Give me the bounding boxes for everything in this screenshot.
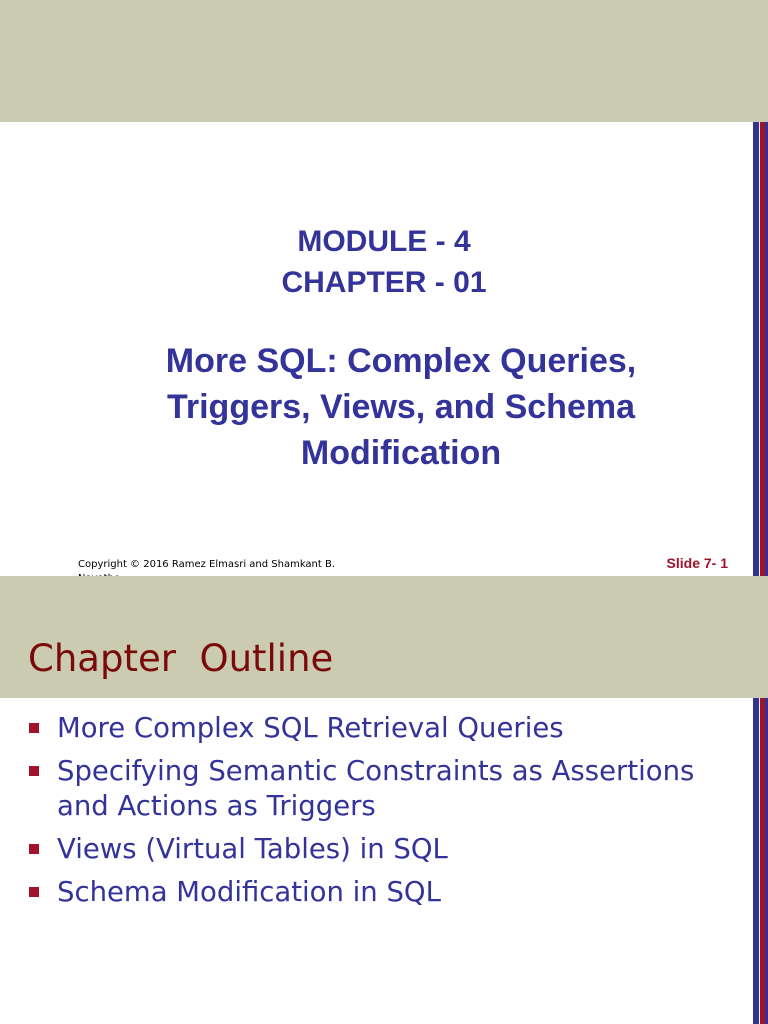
side-stripes (750, 122, 768, 576)
bullet-item (28, 754, 728, 824)
side-stripes (750, 698, 768, 1024)
chapter-title: CHAPTER - 01 (281, 266, 487, 299)
square-bullet-icon (29, 887, 39, 897)
bullet-text: Views (Virtual Tables) in SQL (57, 833, 448, 865)
outline-title: Chapter Outline (28, 637, 334, 680)
slide-number: Slide 7- 1 (666, 555, 728, 571)
slide-subtitle: More SQL: Complex Queries, Triggers, Views, and Schema Modification (165, 342, 637, 472)
header-band (0, 0, 768, 122)
bullet-item (28, 711, 728, 746)
square-bullet-icon (29, 766, 39, 776)
bullet-text: Specifying Semantic Constraints as Assertions and Actions as Triggers (57, 755, 695, 822)
bullet-text: More Complex SQL Retrieval Queries (57, 712, 564, 744)
outline-slide (0, 576, 768, 1024)
square-bullet-icon (29, 723, 39, 733)
outline-bullet-list (28, 711, 728, 918)
module-title: MODULE - 4 (297, 225, 471, 258)
bullet-item (28, 832, 728, 867)
copyright-notice: Copyright © 2016 Ramez Elmasri and Shamkant B. (78, 559, 336, 570)
bullet-text: Schema Modification in SQL (57, 876, 441, 908)
square-bullet-icon (29, 844, 39, 854)
bullet-item (28, 875, 728, 910)
